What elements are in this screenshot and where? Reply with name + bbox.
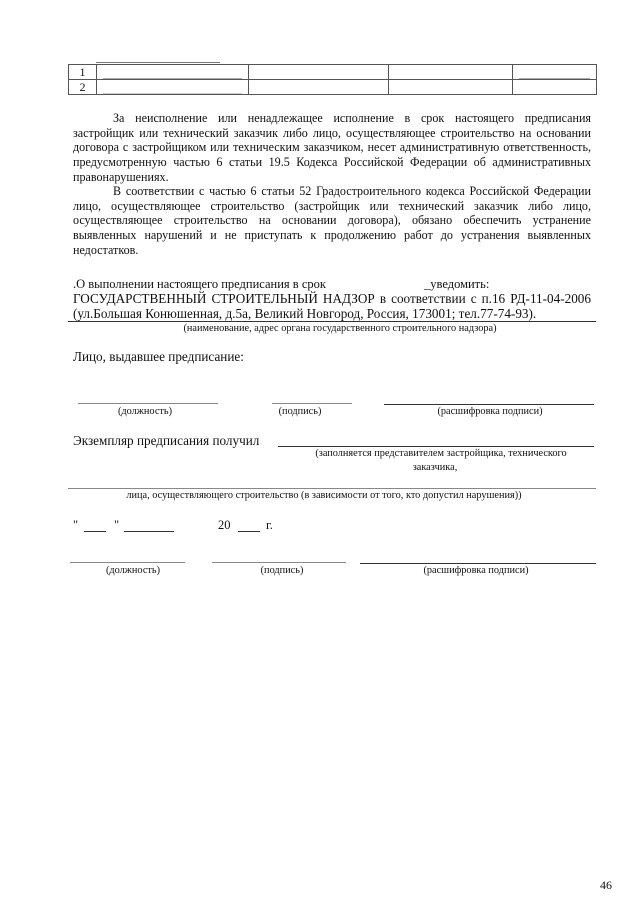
table-cell — [249, 80, 389, 95]
supervision-address-line: (ул.Большая Конюшенная, д.5а, Великий Новгород, Россия, 173001; тел.77-74-93). — [73, 306, 537, 321]
receiver-caption-1: (заполняется представителем застройщика, технического — [315, 448, 567, 459]
date-quote-close: " — [114, 518, 120, 532]
supervision-org-line: ГОСУДАРСТВЕННЫЙ СТРОИТЕЛЬНЫЙ НАДЗОР в соответствии с п.16 РД-11-04-2006 — [73, 291, 591, 306]
receiver-line-2 — [68, 488, 596, 489]
date-year-line — [238, 531, 260, 532]
issuer-signature-line — [272, 403, 352, 404]
issuer-position-caption: (должность) — [117, 406, 173, 417]
receiver-caption-3: лица, осуществляющего строительство (в зависимости от того, кто допустил нарушения)) — [126, 490, 522, 501]
liability-paragraph: За неисполнение или ненадлежащее исполнение в срок настоящего предписания застройщик или технический заказчик либо лицо, осуществляющее строительство на основании договора с застройщиком или техническим заказчиком, несет административную ответственность, предусмотренную частью 6 статьи 19.5 Кодекса Российской Федерации об административных правонарушениях. — [73, 111, 591, 184]
obligation-paragraph: В соответствии с частью 6 статьи 52 Градостроительного кодекса Российской Федерации лицо, осуществляющее строительство (застройщик или технический заказчик либо лицо, осуществляющее строительство на основании договора), обязано обеспечить устранение выявленных нарушений и не приступать к продолжению работ до устранения выявленных недостатков. — [73, 184, 591, 257]
page-number: 46 — [600, 878, 612, 892]
address-underline — [68, 321, 596, 322]
sign-signature-line — [212, 562, 346, 563]
sign-decoding-line — [360, 563, 596, 564]
notify-tail: _уведомить: — [424, 277, 490, 291]
date-quote-open: " — [73, 518, 79, 532]
table-top-fragment-line — [96, 62, 220, 63]
liability-section — [73, 111, 591, 185]
date-day-line — [84, 531, 106, 532]
table-cell — [389, 65, 513, 80]
obligation-section — [73, 184, 591, 258]
receiver-line — [278, 446, 594, 447]
issuer-decoding-line — [384, 404, 594, 405]
issuer-label: Лицо, выдавшее предписание: — [73, 349, 244, 364]
sign-position-line — [70, 562, 185, 563]
table-cell — [389, 80, 513, 95]
notify-lead: .О выполнении настоящего предписания в срок — [73, 277, 326, 291]
sign-position-caption: (должность) — [105, 565, 161, 576]
issuer-decoding-caption: (расшифровка подписи) — [437, 406, 543, 417]
table-cell — [513, 65, 597, 80]
table-cell — [513, 80, 597, 95]
org-caption: (наименование, адрес органа государственного строительного надзора) — [183, 323, 497, 334]
issuer-position-line — [78, 403, 218, 404]
date-year-suffix: г. — [266, 518, 273, 532]
date-month-line — [124, 531, 174, 532]
row-number: 1 — [69, 65, 97, 80]
date-year-prefix: 20 — [218, 518, 231, 532]
table-cell — [97, 80, 249, 95]
sign-signature-caption: (подпись) — [260, 565, 304, 576]
table-cell — [97, 65, 249, 80]
receiver-label: Экземпляр предписания получил — [73, 433, 260, 448]
receiver-caption-2: заказчика, — [412, 462, 458, 473]
issuer-signature-caption: (подпись) — [278, 406, 322, 417]
table-row — [69, 65, 597, 80]
table-cell — [249, 65, 389, 80]
row-number: 2 — [69, 80, 97, 95]
violations-table — [68, 64, 597, 95]
sign-decoding-caption: (расшифровка подписи) — [423, 565, 529, 576]
table-row — [69, 80, 597, 95]
